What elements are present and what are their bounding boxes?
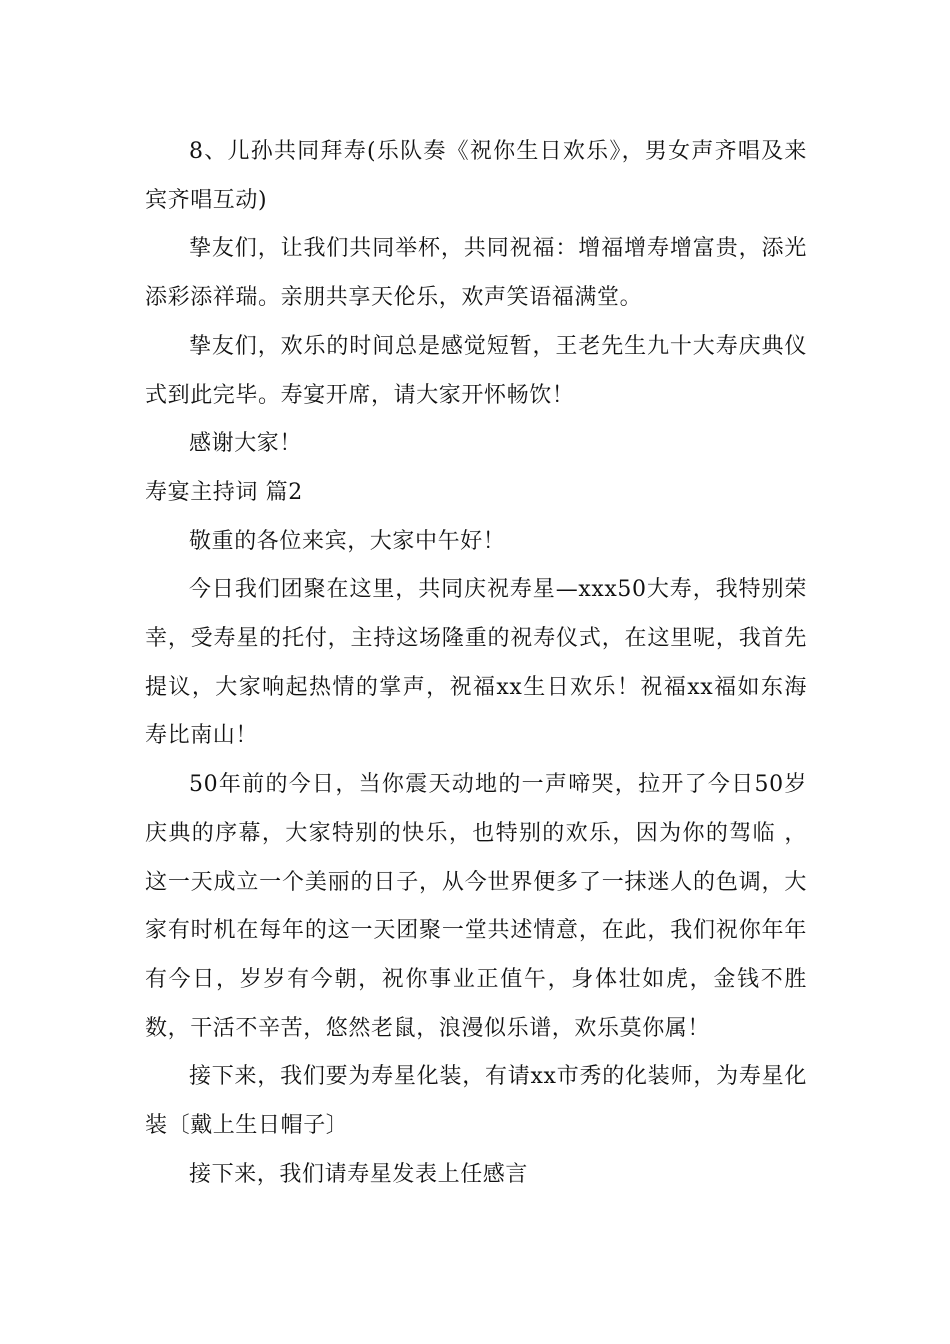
paragraph-item-8: 8、儿孙共同拜寿(乐队奏《祝你生日欢乐》，男女声齐唱及来宾齐唱互动) (145, 139, 807, 213)
paragraph-makeup: 接下来，我们要为寿星化装，有请xx市秀的化装师，为寿星化装〔戴上生日帽子〕 (145, 1064, 807, 1139)
paragraph-closing: 挚友们，欢乐的时间总是感觉短暂，王老先生九十大寿庆典仪式到此完毕。寿宴开席，请大家开怀畅饮！ (145, 333, 807, 408)
section-heading: 寿宴主持词 篇2 (145, 479, 303, 505)
paragraph-intro: 今日我们团聚在这里，共同庆祝寿星—xxx50大寿，我特别荣幸，受寿星的托付，主持这场隆重的祝寿仪式，在这里呢，我首先提议，大家响起热情的掌声，祝福xx生日欢乐！祝福xx福如东海寿比南山！ (145, 577, 807, 749)
paragraph-blessing: 50年前的今日，当你震天动地的一声啼哭，拉开了今日50岁庆典的序幕，大家特别的快乐，也特别的欢乐，因为你的驾临 ， 这一天成立一个美丽的日子，从今世界便多了一抹迷人的色调，大家有时机在每年的这一天团聚一堂共述情意，在此，我们祝你年年有今日，岁岁有今朝，祝你事业正值午，身体壮如虎，金钱不胜数，干活不辛苦，悠然老鼠，浪漫似乐谱，欢乐莫你属！ (145, 772, 807, 1041)
paragraph-toast: 挚友们，让我们共同举杯，共同祝福：增福增寿增富贵，添光添彩添祥瑞。亲朋共享天伦乐，欢声笑语福满堂。 (145, 236, 807, 311)
paragraph-greeting: 敬重的各位来宾，大家中午好！ (189, 528, 506, 554)
document-body (145, 128, 807, 1199)
paragraph-speech: 接下来，我们请寿星发表上任感言 (189, 1161, 529, 1187)
paragraph-thanks: 感谢大家！ (189, 431, 303, 457)
